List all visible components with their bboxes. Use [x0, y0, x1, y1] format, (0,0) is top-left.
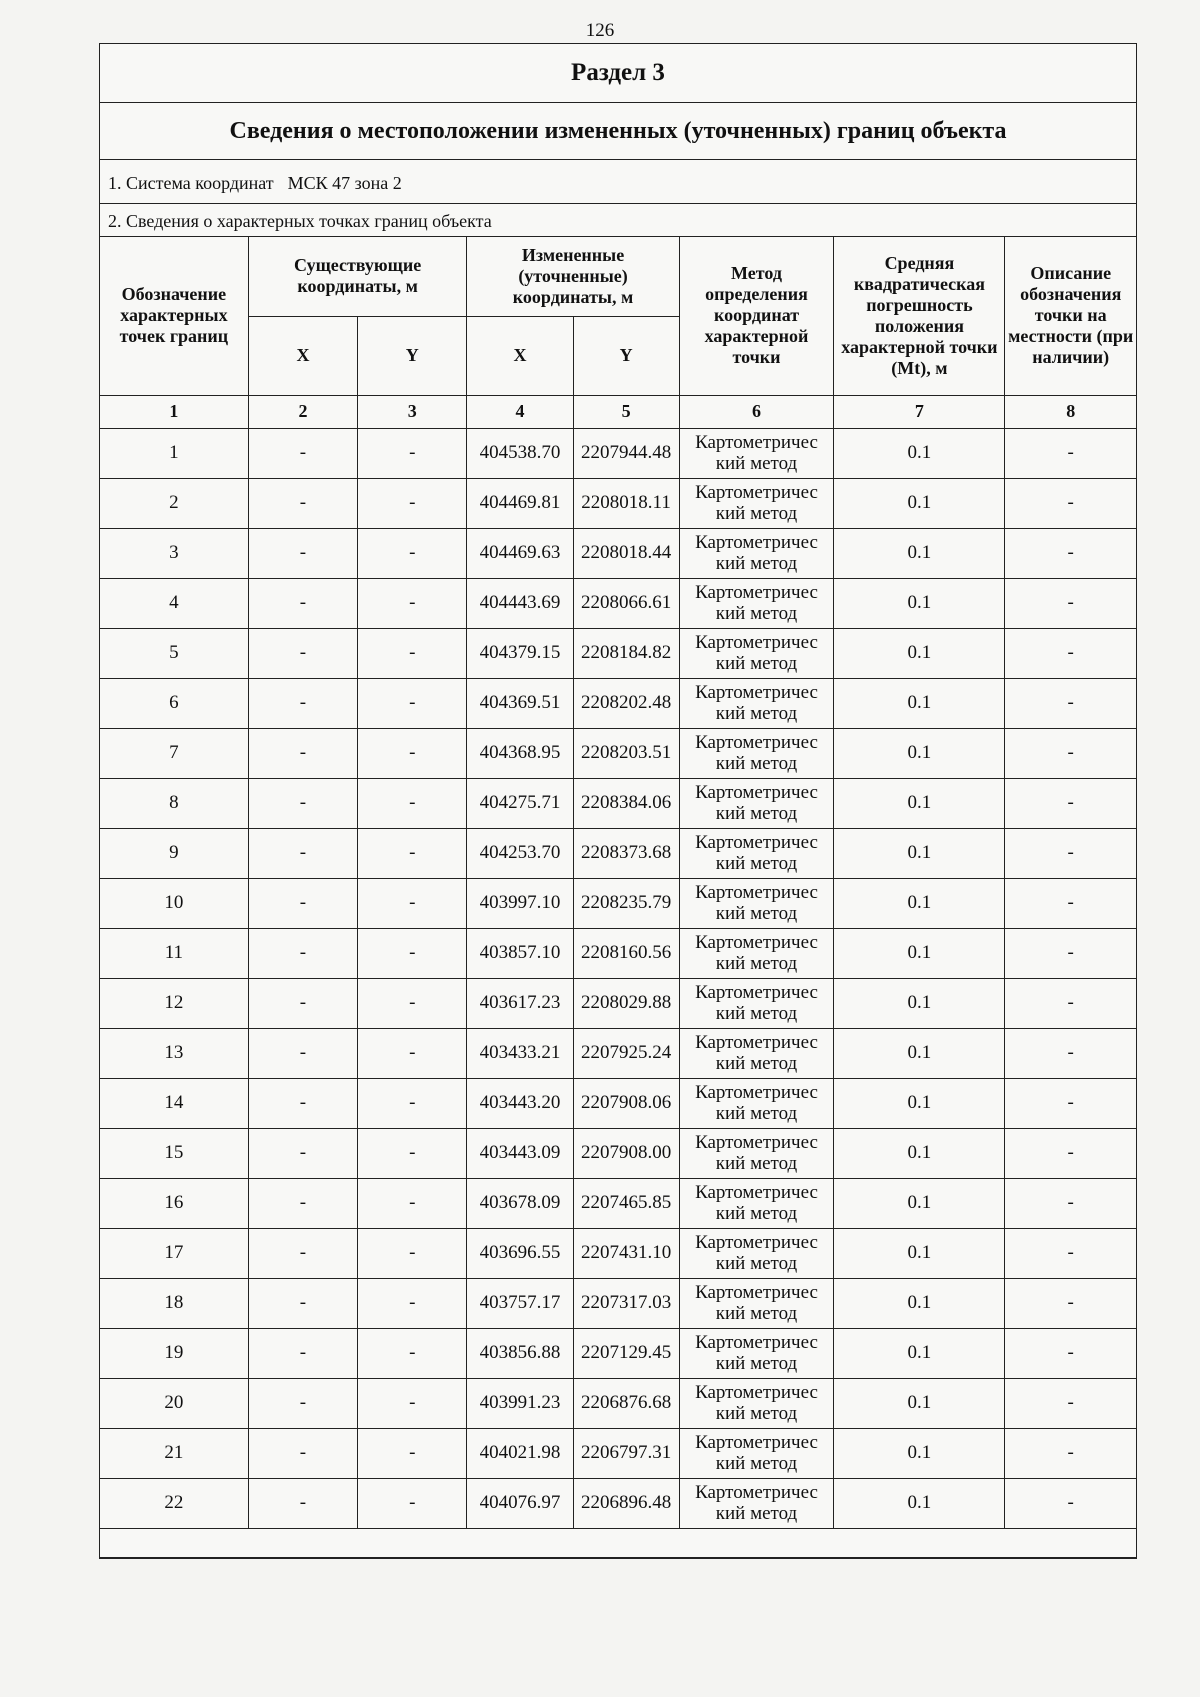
cell-changed-y: 2208202.48: [573, 678, 679, 728]
column-number: 2: [248, 395, 357, 428]
cell-description: -: [1005, 1378, 1136, 1428]
cell-method: Картометричес кий метод: [679, 428, 834, 478]
cell-existing-x: -: [248, 1028, 357, 1078]
header-existing-coordinates: Существующие координаты, м: [248, 237, 467, 316]
cell-changed-x: 403997.10: [467, 878, 573, 928]
cell-changed-x: 403857.10: [467, 928, 573, 978]
cell-description: -: [1005, 528, 1136, 578]
coordinate-system-label: 1. Система координат: [108, 173, 274, 193]
cell-point-number: 7: [100, 728, 248, 778]
cell-changed-x: 404369.51: [467, 678, 573, 728]
cell-changed-x: 403757.17: [467, 1278, 573, 1328]
section-title: Раздел 3: [100, 44, 1136, 103]
cell-changed-y: 2207908.06: [573, 1078, 679, 1128]
cell-method: Картометричес кий метод: [679, 1078, 834, 1128]
cell-existing-x: -: [248, 928, 357, 978]
cell-changed-y: 2208184.82: [573, 628, 679, 678]
cell-existing-y: -: [358, 878, 467, 928]
cell-changed-y: 2208235.79: [573, 878, 679, 928]
cell-method: Картометричес кий метод: [679, 1028, 834, 1078]
cell-method: Картометричес кий метод: [679, 728, 834, 778]
cell-method: Картометричес кий метод: [679, 1178, 834, 1228]
cell-error: 0.1: [834, 778, 1005, 828]
cell-error: 0.1: [834, 1228, 1005, 1278]
header-changed-y: Y: [573, 316, 679, 395]
cell-error: 0.1: [834, 728, 1005, 778]
table-row: [100, 878, 1136, 928]
cell-changed-y: 2207431.10: [573, 1228, 679, 1278]
cell-method: Картометричес кий метод: [679, 1328, 834, 1378]
column-number: 5: [573, 395, 679, 428]
header-method: Метод определения координат характерной точки: [679, 237, 834, 395]
cell-description: -: [1005, 978, 1136, 1028]
cell-changed-x: 404368.95: [467, 728, 573, 778]
cell-existing-x: -: [248, 428, 357, 478]
cell-error: 0.1: [834, 978, 1005, 1028]
cell-point-number: 3: [100, 528, 248, 578]
cell-existing-y: -: [358, 1078, 467, 1128]
cell-existing-x: -: [248, 578, 357, 628]
cell-error: 0.1: [834, 1178, 1005, 1228]
cell-changed-x: 404538.70: [467, 428, 573, 478]
cell-method: Картометричес кий метод: [679, 978, 834, 1028]
cell-existing-y: -: [358, 1128, 467, 1178]
cell-existing-x: -: [248, 528, 357, 578]
cell-changed-x: 403433.21: [467, 1028, 573, 1078]
cell-error: 0.1: [834, 628, 1005, 678]
table-row: [100, 628, 1136, 678]
cell-existing-y: -: [358, 578, 467, 628]
cell-method: Картометричес кий метод: [679, 628, 834, 678]
cell-error: 0.1: [834, 678, 1005, 728]
cell-changed-x: 404469.63: [467, 528, 573, 578]
cell-point-number: 8: [100, 778, 248, 828]
table-row: [100, 578, 1136, 628]
cell-method: Картометричес кий метод: [679, 678, 834, 728]
table-row: [100, 1478, 1136, 1528]
cell-description: -: [1005, 728, 1136, 778]
table-row: [100, 1228, 1136, 1278]
header-error: Средняя квадратическая погрешность положения характерной точки (Mt), м: [834, 237, 1005, 395]
cell-existing-y: -: [358, 1428, 467, 1478]
section-subtitle: Сведения о местоположении измененных (уточненных) границ объекта: [100, 103, 1136, 160]
cell-existing-x: -: [248, 1478, 357, 1528]
table-row: [100, 528, 1136, 578]
cell-method: Картометричес кий метод: [679, 828, 834, 878]
cell-point-number: 4: [100, 578, 248, 628]
cell-existing-x: -: [248, 1328, 357, 1378]
cell-point-number: 16: [100, 1178, 248, 1228]
column-number: 4: [467, 395, 573, 428]
coordinate-system-line: [100, 160, 1136, 204]
cell-error: 0.1: [834, 428, 1005, 478]
cell-existing-y: -: [358, 478, 467, 528]
table-row: [100, 1078, 1136, 1128]
cell-existing-y: -: [358, 1028, 467, 1078]
cell-existing-y: -: [358, 828, 467, 878]
cell-point-number: 21: [100, 1428, 248, 1478]
cell-existing-x: -: [248, 1178, 357, 1228]
table-row: [100, 1178, 1136, 1228]
cell-point-number: 15: [100, 1128, 248, 1178]
cell-description: -: [1005, 828, 1136, 878]
cell-changed-x: 403856.88: [467, 1328, 573, 1378]
cell-changed-x: 404379.15: [467, 628, 573, 678]
cell-description: -: [1005, 578, 1136, 628]
cell-changed-y: 2207317.03: [573, 1278, 679, 1328]
cell-changed-x: 403443.09: [467, 1128, 573, 1178]
points-table-body: [100, 428, 1136, 1528]
cell-existing-y: -: [358, 1378, 467, 1428]
cell-changed-y: 2208018.11: [573, 478, 679, 528]
cell-error: 0.1: [834, 528, 1005, 578]
cell-description: -: [1005, 928, 1136, 978]
cell-method: Картометричес кий метод: [679, 578, 834, 628]
column-number: 8: [1005, 395, 1136, 428]
cell-description: -: [1005, 1028, 1136, 1078]
cell-error: 0.1: [834, 1378, 1005, 1428]
cell-method: Картометричес кий метод: [679, 1478, 834, 1528]
cell-method: Картометричес кий метод: [679, 1228, 834, 1278]
cell-error: 0.1: [834, 1028, 1005, 1078]
cell-changed-y: 2207908.00: [573, 1128, 679, 1178]
cell-point-number: 19: [100, 1328, 248, 1378]
cell-changed-y: 2206797.31: [573, 1428, 679, 1478]
cell-method: Картометричес кий метод: [679, 528, 834, 578]
cell-existing-y: -: [358, 628, 467, 678]
cell-description: -: [1005, 1278, 1136, 1328]
cell-changed-y: 2206876.68: [573, 1378, 679, 1428]
cell-existing-x: -: [248, 728, 357, 778]
cell-method: Картометричес кий метод: [679, 478, 834, 528]
table-empty-row: [100, 1528, 1136, 1557]
page-number: 126: [585, 20, 615, 41]
table-row: [100, 728, 1136, 778]
cell-point-number: 20: [100, 1378, 248, 1428]
cell-existing-y: -: [358, 1178, 467, 1228]
table-row: [100, 1428, 1136, 1478]
cell-changed-y: 2206896.48: [573, 1478, 679, 1528]
header-description: Описание обозначения точки на местности (при наличии): [1005, 237, 1136, 395]
cell-description: -: [1005, 778, 1136, 828]
table-row: [100, 1028, 1136, 1078]
cell-description: -: [1005, 678, 1136, 728]
cell-existing-x: -: [248, 1378, 357, 1428]
points-heading: 2. Сведения о характерных точках границ объекта: [100, 204, 1136, 237]
cell-changed-y: 2208018.44: [573, 528, 679, 578]
cell-description: -: [1005, 1178, 1136, 1228]
cell-existing-x: -: [248, 1278, 357, 1328]
table-row: [100, 778, 1136, 828]
table-row: [100, 928, 1136, 978]
cell-description: -: [1005, 1428, 1136, 1478]
cell-point-number: 14: [100, 1078, 248, 1128]
cell-changed-x: 403617.23: [467, 978, 573, 1028]
cell-error: 0.1: [834, 928, 1005, 978]
cell-point-number: 10: [100, 878, 248, 928]
header-existing-x: X: [248, 316, 357, 395]
cell-point-number: 12: [100, 978, 248, 1028]
cell-method: Картометричес кий метод: [679, 1128, 834, 1178]
table-row: [100, 978, 1136, 1028]
cell-changed-x: 403991.23: [467, 1378, 573, 1428]
cell-point-number: 11: [100, 928, 248, 978]
cell-description: -: [1005, 1078, 1136, 1128]
cell-changed-x: 404253.70: [467, 828, 573, 878]
cell-existing-y: -: [358, 728, 467, 778]
cell-error: 0.1: [834, 1078, 1005, 1128]
column-number: 1: [100, 395, 248, 428]
cell-changed-x: 404443.69: [467, 578, 573, 628]
cell-method: Картометричес кий метод: [679, 778, 834, 828]
document-frame: [99, 43, 1137, 1559]
cell-changed-y: 2207129.45: [573, 1328, 679, 1378]
cell-description: -: [1005, 1328, 1136, 1378]
cell-changed-x: 404021.98: [467, 1428, 573, 1478]
cell-changed-y: 2207925.24: [573, 1028, 679, 1078]
cell-error: 0.1: [834, 1428, 1005, 1478]
cell-changed-y: 2207944.48: [573, 428, 679, 478]
cell-changed-y: 2208066.61: [573, 578, 679, 628]
cell-existing-y: -: [358, 928, 467, 978]
cell-existing-x: -: [248, 1128, 357, 1178]
cell-method: Картометричес кий метод: [679, 1428, 834, 1478]
column-number: 6: [679, 395, 834, 428]
cell-changed-x: 404275.71: [467, 778, 573, 828]
cell-error: 0.1: [834, 1328, 1005, 1378]
cell-changed-x: 403443.20: [467, 1078, 573, 1128]
cell-description: -: [1005, 1478, 1136, 1528]
cell-existing-y: -: [358, 528, 467, 578]
cell-changed-x: 403696.55: [467, 1228, 573, 1278]
cell-point-number: 9: [100, 828, 248, 878]
cell-changed-y: 2208373.68: [573, 828, 679, 878]
cell-changed-y: 2208029.88: [573, 978, 679, 1028]
header-changed-x: X: [467, 316, 573, 395]
table-row: [100, 478, 1136, 528]
cell-changed-x: 403678.09: [467, 1178, 573, 1228]
cell-existing-x: -: [248, 978, 357, 1028]
cell-existing-y: -: [358, 1478, 467, 1528]
cell-existing-x: -: [248, 628, 357, 678]
cell-point-number: 1: [100, 428, 248, 478]
cell-description: -: [1005, 1128, 1136, 1178]
cell-changed-y: 2208203.51: [573, 728, 679, 778]
cell-method: Картометричес кий метод: [679, 928, 834, 978]
cell-point-number: 22: [100, 1478, 248, 1528]
cell-changed-x: 404076.97: [467, 1478, 573, 1528]
cell-point-number: 6: [100, 678, 248, 728]
cell-existing-y: -: [358, 678, 467, 728]
cell-point-number: 2: [100, 478, 248, 528]
table-row: [100, 678, 1136, 728]
cell-error: 0.1: [834, 1278, 1005, 1328]
column-number: 3: [358, 395, 467, 428]
cell-existing-y: -: [358, 1228, 467, 1278]
coordinate-system-value: МСК 47 зона 2: [287, 173, 402, 193]
cell-existing-y: -: [358, 428, 467, 478]
table-row: [100, 1278, 1136, 1328]
cell-description: -: [1005, 628, 1136, 678]
header-changed-coordinates: Измененные (уточненные) координаты, м: [467, 237, 679, 316]
cell-existing-x: -: [248, 1078, 357, 1128]
cell-changed-y: 2207465.85: [573, 1178, 679, 1228]
table-row: [100, 1328, 1136, 1378]
cell-description: -: [1005, 878, 1136, 928]
cell-method: Картометричес кий метод: [679, 878, 834, 928]
cell-error: 0.1: [834, 578, 1005, 628]
cell-error: 0.1: [834, 478, 1005, 528]
cell-point-number: 13: [100, 1028, 248, 1078]
cell-existing-y: -: [358, 1328, 467, 1378]
cell-description: -: [1005, 478, 1136, 528]
column-number: 7: [834, 395, 1005, 428]
header-existing-y: Y: [358, 316, 467, 395]
table-row: [100, 1128, 1136, 1178]
cell-existing-x: -: [248, 828, 357, 878]
cell-point-number: 17: [100, 1228, 248, 1278]
cell-point-number: 5: [100, 628, 248, 678]
cell-changed-x: 404469.81: [467, 478, 573, 528]
cell-error: 0.1: [834, 878, 1005, 928]
cell-description: -: [1005, 428, 1136, 478]
points-table: [100, 237, 1136, 1558]
table-row: [100, 828, 1136, 878]
cell-method: Картометричес кий метод: [679, 1278, 834, 1328]
cell-point-number: 18: [100, 1278, 248, 1328]
cell-existing-x: -: [248, 678, 357, 728]
cell-existing-x: -: [248, 478, 357, 528]
cell-error: 0.1: [834, 1128, 1005, 1178]
table-row: [100, 1378, 1136, 1428]
cell-existing-y: -: [358, 778, 467, 828]
cell-existing-y: -: [358, 1278, 467, 1328]
table-row: [100, 428, 1136, 478]
cell-existing-x: -: [248, 1228, 357, 1278]
cell-existing-x: -: [248, 778, 357, 828]
header-designation: Обозначение характерных точек границ: [100, 237, 248, 395]
cell-existing-x: -: [248, 878, 357, 928]
cell-method: Картометричес кий метод: [679, 1378, 834, 1428]
table-empty-cell: [100, 1528, 1136, 1557]
cell-error: 0.1: [834, 1478, 1005, 1528]
cell-description: -: [1005, 1228, 1136, 1278]
cell-changed-y: 2208160.56: [573, 928, 679, 978]
cell-error: 0.1: [834, 828, 1005, 878]
cell-existing-y: -: [358, 978, 467, 1028]
cell-changed-y: 2208384.06: [573, 778, 679, 828]
cell-existing-x: -: [248, 1428, 357, 1478]
